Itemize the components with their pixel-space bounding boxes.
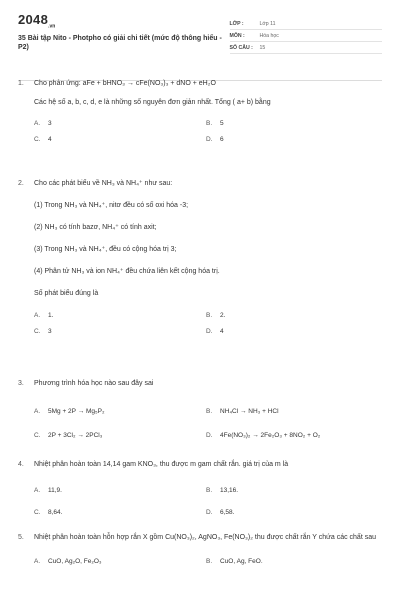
options (34, 403, 382, 443)
question-head (18, 379, 382, 389)
meta-key: MÔN : (229, 32, 245, 39)
option-a[interactable] (34, 403, 206, 419)
question-5 (18, 533, 382, 569)
question-stem: Cho các phát biểu về NH₃ và NH₄⁺ như sau: (34, 180, 173, 187)
meta-value: Hóa học (259, 32, 279, 39)
question-prompt: Số phát biểu đúng là (34, 290, 99, 297)
document-title: 35 Bài tập Nito - Photpho có giải chi tiết (mức độ thông hiểu - P2) (18, 35, 222, 51)
option-c[interactable] (34, 427, 206, 443)
question-3 (18, 379, 382, 443)
question-number: 5. (18, 534, 24, 541)
option-label: C. (34, 431, 41, 439)
logo-suffix: .vn (48, 23, 56, 30)
option-d[interactable] (206, 427, 378, 443)
option-c[interactable] (34, 131, 206, 147)
option-label: D. (206, 135, 213, 143)
option-text: 3 (48, 327, 52, 335)
option-b[interactable] (206, 482, 378, 498)
header-left (18, 12, 230, 72)
option-label: A. (34, 407, 41, 415)
option-label: A. (34, 119, 41, 127)
option-text: 4Fe(NO₃)₂ → 2Fe₂O₃ + 8NO₂ + O₂ (220, 431, 321, 439)
meta-row-class (230, 18, 382, 30)
option-b[interactable] (206, 553, 378, 569)
option-label: A. (34, 557, 41, 565)
option-text: CuO, Ag₂O, Fe₂O₃ (48, 557, 102, 565)
option-d[interactable] (206, 131, 378, 147)
option-text: 6,58. (220, 508, 235, 516)
option-label: B. (206, 557, 213, 565)
option-d[interactable] (206, 504, 378, 520)
option-label: C. (34, 135, 41, 143)
meta-value: Lớp 11 (259, 20, 276, 27)
option-text: 2P + 3Cl₂ → 2PCl₃ (48, 431, 103, 439)
option-b[interactable] (206, 307, 378, 323)
option-text: CuO, Ag, FeO. (220, 557, 263, 565)
option-label: D. (206, 508, 213, 516)
option-label: D. (206, 327, 213, 335)
question-head (18, 79, 382, 89)
option-text: 8,64. (48, 508, 63, 516)
header (18, 0, 382, 72)
question-head (18, 460, 382, 470)
question-number: 3. (18, 380, 24, 387)
option-c[interactable] (34, 323, 206, 339)
option-text: 2. (220, 311, 226, 319)
question-stem: Nhiệt phân hoàn toàn hỗn hợp rắn X gồm Cu(NO₃)₂, AgNO₃, Fe(NO₃)₂ thu được chất rắn Y chứa các chất sau (34, 534, 377, 541)
statement-2: (2) NH₃ có tính bazơ, NH₄⁺ có tính axit; (34, 224, 157, 231)
question-stem: Cho phản ứng: aFe + bHNO₃ → cFe(NO₃)₃ + dNO + eH₂O (34, 80, 216, 87)
question-subtext: Các hệ số a, b, c, d, e là những số nguyên đơn giản nhất. Tổng ( a+ b) bằng (34, 99, 271, 106)
option-text: 4 (220, 327, 224, 335)
option-label: B. (206, 407, 213, 415)
option-label: D. (206, 431, 213, 439)
meta-row-subject (230, 30, 382, 42)
question-stem: Phương trình hóa học nào sau đây sai (34, 380, 154, 387)
option-b[interactable] (206, 115, 378, 131)
logo-text: 2048 (18, 12, 49, 27)
options (34, 115, 382, 147)
option-text: 13,16. (220, 486, 239, 494)
meta-key: SỐ CÂU : (229, 44, 253, 51)
meta-key: LỚP : (229, 20, 244, 27)
option-label: B. (206, 311, 213, 319)
option-a[interactable] (34, 307, 206, 323)
option-text: 11,9. (48, 486, 62, 494)
statement-1: (1) Trong NH₃ và NH₄⁺, nitơ đều có số oxi hóa -3; (34, 202, 189, 209)
option-label: B. (206, 119, 213, 127)
option-label: A. (34, 486, 41, 494)
meta-value: 15 (259, 44, 266, 51)
option-text: 6 (220, 135, 224, 143)
option-text: 4 (48, 135, 52, 143)
option-text: NH₄Cl → NH₃ + HCl (220, 407, 279, 415)
question-stem: Nhiệt phân hoàn toàn 14,14 gam KNO₃, thu được m gam chất rắn. giá trị của m là (34, 461, 289, 468)
question-number: 2. (18, 180, 24, 187)
question-head (18, 533, 382, 543)
option-text: 5 (220, 119, 224, 127)
options (34, 553, 382, 569)
option-label: B. (206, 486, 213, 494)
option-c[interactable] (34, 504, 206, 520)
option-label: A. (34, 311, 41, 319)
options (34, 482, 382, 520)
statement-3: (3) Trong NH₃ và NH₄⁺, đều có cộng hóa trị 3; (34, 246, 177, 253)
option-b[interactable] (206, 403, 378, 419)
option-text: 3 (48, 119, 52, 127)
option-a[interactable] (34, 115, 206, 131)
option-a[interactable] (34, 553, 206, 569)
header-meta (230, 12, 382, 72)
question-head (18, 179, 382, 189)
question-1 (18, 79, 382, 147)
option-d[interactable] (206, 323, 378, 339)
question-2 (18, 179, 382, 339)
site-logo[interactable] (18, 12, 230, 28)
meta-row-count (230, 42, 382, 54)
question-4 (18, 460, 382, 520)
options (34, 307, 382, 339)
option-label: C. (34, 327, 41, 335)
question-number: 1. (18, 80, 24, 87)
statement-4: (4) Phân tử NH₃ và ion NH₄⁺ đều chứa liên kết cộng hóa trị. (34, 268, 220, 275)
question-number: 4. (18, 461, 24, 468)
option-a[interactable] (34, 482, 206, 498)
option-text: 5Mg + 2P → Mg₅P₂ (48, 407, 105, 415)
option-text: 1. (48, 311, 54, 319)
option-label: C. (34, 508, 41, 516)
